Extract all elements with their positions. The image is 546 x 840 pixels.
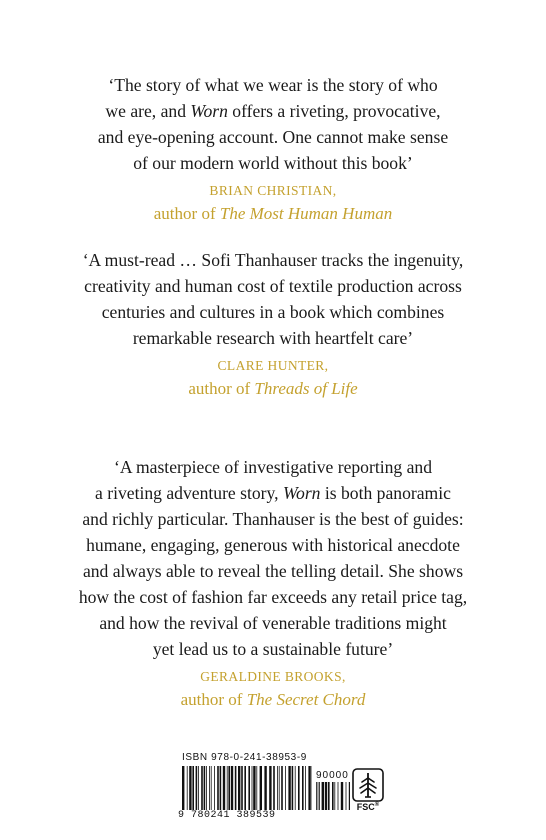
blurb-author-credit: author of The Secret Chord	[180, 690, 366, 709]
quote-line	[40, 454, 506, 480]
blurb-author-work: Threads of Life	[254, 379, 358, 398]
quote-line	[40, 72, 506, 98]
quote-line	[40, 273, 506, 299]
quote-text: ‘The story of what we wear is the story of who	[108, 75, 438, 95]
quote-text: we are, and	[105, 101, 191, 121]
quote-line	[40, 636, 506, 662]
blurb-author-name: GERALDINE BROOKS,	[200, 669, 346, 684]
quote-line	[40, 480, 506, 506]
quote-line	[40, 124, 506, 150]
fsc-label: FSC®	[356, 802, 380, 812]
blurb-author-work: The Secret Chord	[246, 690, 366, 709]
quote-text: offers a riveting, provocative,	[227, 101, 441, 121]
quote-line	[40, 299, 506, 325]
price-code: 90000	[316, 770, 349, 781]
quote-text: remarkable research with heartfelt care’	[132, 328, 414, 348]
quote-text: and eye-opening account. One cannot make sense	[97, 127, 449, 147]
fsc-logo	[352, 768, 384, 816]
quote-line	[40, 150, 506, 176]
blurb-quote	[40, 72, 506, 176]
fsc-tree-icon	[352, 768, 384, 802]
blurb-quote	[40, 454, 506, 662]
barcode-digits: 9 780241 389539	[178, 810, 276, 821]
quote-text: centuries and cultures in a book which combines	[101, 302, 445, 322]
quote-line	[40, 558, 506, 584]
quote-text: is both panoramic	[320, 483, 451, 503]
isbn-text: ISBN 978-0-241-38953-9	[182, 752, 307, 763]
book-title: Worn	[190, 101, 228, 121]
blurb-quote	[40, 247, 506, 351]
quote-text: and richly particular. Thanhauser is the best of guides:	[82, 509, 464, 529]
quote-line	[40, 610, 506, 636]
quote-line	[40, 325, 506, 351]
blurb-author-credit: author of Threads of Life	[188, 379, 358, 398]
quote-line	[40, 584, 506, 610]
quote-text: how the cost of fashion far exceeds any retail price tag,	[78, 587, 468, 607]
quote-text: humane, engaging, generous with historical anecdote	[86, 535, 460, 555]
quote-text: creativity and human cost of textile production across	[84, 276, 462, 296]
isbn-barcode	[178, 752, 350, 824]
blurb-author-work: The Most Human Human	[219, 204, 393, 223]
quote-text: and always able to reveal the telling detail. She shows	[82, 561, 464, 581]
price-barcode-bars	[316, 782, 350, 810]
quote-text: yet lead us to a sustainable future’	[152, 639, 394, 659]
quote-text: a riveting adventure story,	[95, 483, 283, 503]
quote-line	[40, 247, 506, 273]
blurb-geraldine-brooks	[40, 454, 506, 712]
barcode-bars	[182, 766, 312, 810]
quote-line	[40, 506, 506, 532]
quote-text: ‘A masterpiece of investigative reporting and	[113, 457, 433, 477]
quote-line	[40, 98, 506, 124]
blurb-author-name: CLARE HUNTER,	[217, 358, 329, 373]
quote-text: and how the revival of venerable traditions might	[99, 613, 447, 633]
blurb-author-name: BRIAN CHRISTIAN,	[209, 183, 337, 198]
quote-text: ‘A must-read … Sofi Thanhauser tracks the ingenuity,	[82, 250, 464, 270]
quote-line	[40, 532, 506, 558]
blurb-author-credit: author of The Most Human Human	[153, 204, 393, 223]
quote-text: of our modern world without this book’	[133, 153, 413, 173]
blurb-clare-hunter	[40, 247, 506, 401]
blurb-brian-christian	[40, 72, 506, 226]
book-title: Worn	[282, 483, 321, 503]
